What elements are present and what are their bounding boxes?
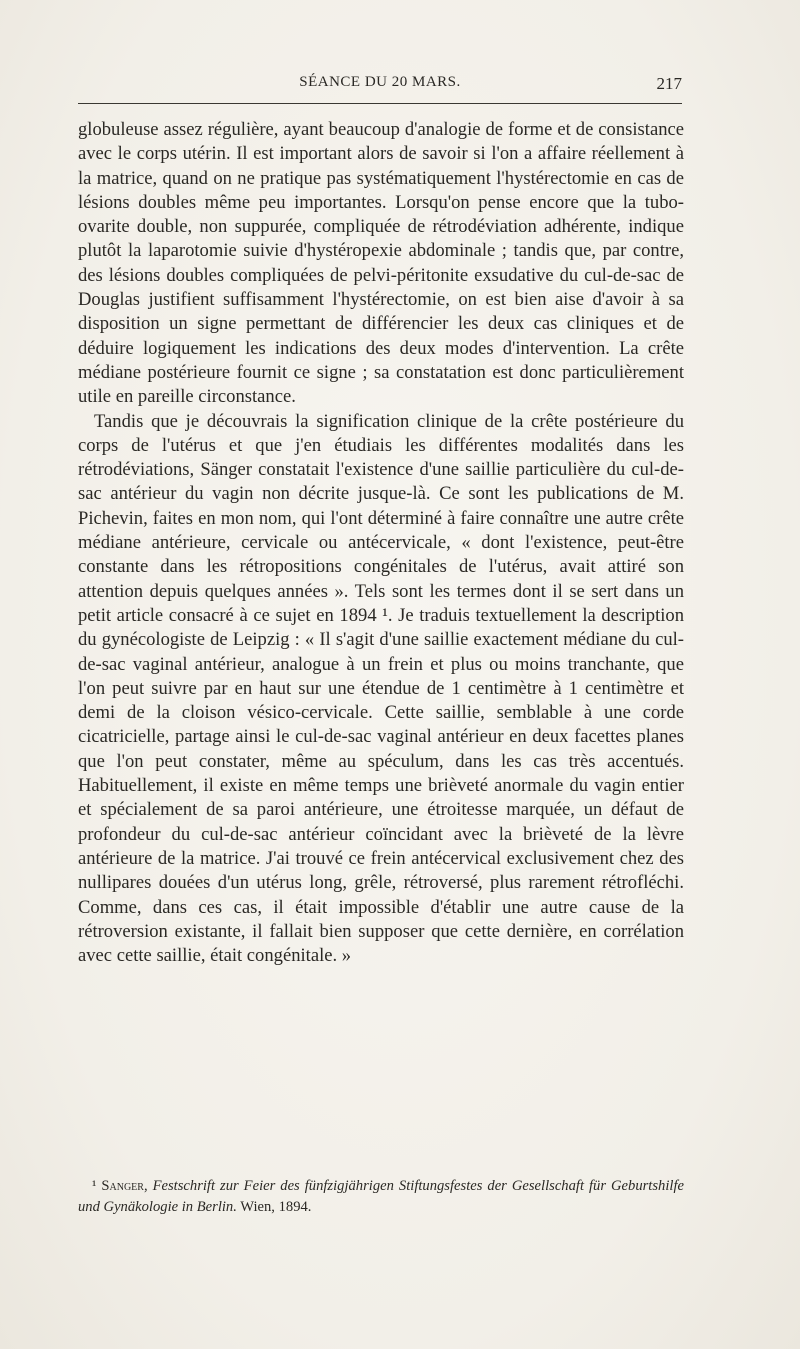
running-title: SÉANCE DU 20 MARS. bbox=[299, 74, 461, 90]
footnote-place-year: Wien, 1894. bbox=[240, 1199, 312, 1215]
footnote-marker: ¹ bbox=[92, 1178, 97, 1194]
footnote-author: Sanger, bbox=[101, 1178, 148, 1194]
paragraph: Tandis que je découvrais la signification clinique de la crête postérieure du corps de l'utérus et que j'en étudiais les différentes modalités dans les rétrodéviations, Sänger constatait l'existence d'une saillie particulière du cul-de-sac antérieur du vagin non décrite jusque-là. Ce sont les publications de M. Pichevin, faites en mon nom, qui l'ont déterminé à faire connaître une autre crête médiane antérieure, cervicale ou antécervicale, « dont l'existence, peut-être constante dans les rétropositions congénitales de l'utérus, avait attiré son attention depuis quelques années ». Tels sont les termes dont il se sert dans un petit article consacré à ce sujet en 1894 ¹. Je traduis textuellement la description du gynécologiste de Leipzig : « Il s'agit d'une saillie exactement médiane du cul-de-sac vaginal antérieur, analogue à un frein et plus ou moins tranchante, que l'on peut suivre par en haut sur une étendue de 1 centimètre à 1 centimètre et demi de la cloison vésico-cervicale. Cette saillie, semblable à une corde cicatricielle, partage ainsi le cul-de-sac vaginal antérieur en deux facettes planes que l'on peut constater, même au spéculum, dans les cas très accentués. Habituellement, il existe en même temps une brièveté anormale du vagin entier et spécialement de sa paroi antérieure, une étroitesse marquée, un défaut de profondeur du cul-de-sac antérieur coïncidant avec la brièveté de la lèvre antérieure de la matrice. J'ai trouvé ce frein antécervical exclusivement chez des nullipares douées d'un utérus long, grêle, rétroversé, plus rarement rétrofléchi. Comme, dans ces cas, il était impossible d'établir une autre cause de la rétroversion existante, il fallait bien supposer que cette dernière, en corrélation avec cette saillie, était congénitale. » bbox=[78, 410, 684, 967]
page-number: 217 bbox=[656, 74, 682, 93]
footnote bbox=[78, 1176, 684, 1218]
footnote-title: Festschrift zur Feier des fünfzigjährigen Stiftungsfestes der Gesellschaft für Geburtshilfe und Gynäkologie in Berlin. bbox=[78, 1178, 684, 1215]
page-header bbox=[78, 74, 682, 100]
body-text bbox=[78, 118, 684, 968]
header-rule bbox=[78, 103, 682, 104]
paragraph: globuleuse assez régulière, ayant beaucoup d'analogie de forme et de consistance avec le corps utérin. Il est important alors de savoir si l'on a affaire réellement à la matrice, quand on ne pratique pas systématiquement l'hystérectomie en cas de lésions doubles même peu importantes. Lorsqu'on pense encore que la tubo-ovarite double, non suppurée, compliquée de rétrodéviation adhérente, indique plutôt la laparotomie suivie d'hystéropexie abdominale ; tandis que, par contre, des lésions doubles compliquées de pelvi-péritonite exsudative du cul-de-sac de Douglas justifient suffisamment l'hystérectomie, on est bien aise d'avoir à sa disposition un signe permettant de différencier les deux cas cliniques et de déduire logiquement les indications des deux modes d'intervention. La crête médiane postérieure fournit ce signe ; sa constatation est donc particulièrement utile en pareille circonstance. bbox=[78, 119, 684, 408]
